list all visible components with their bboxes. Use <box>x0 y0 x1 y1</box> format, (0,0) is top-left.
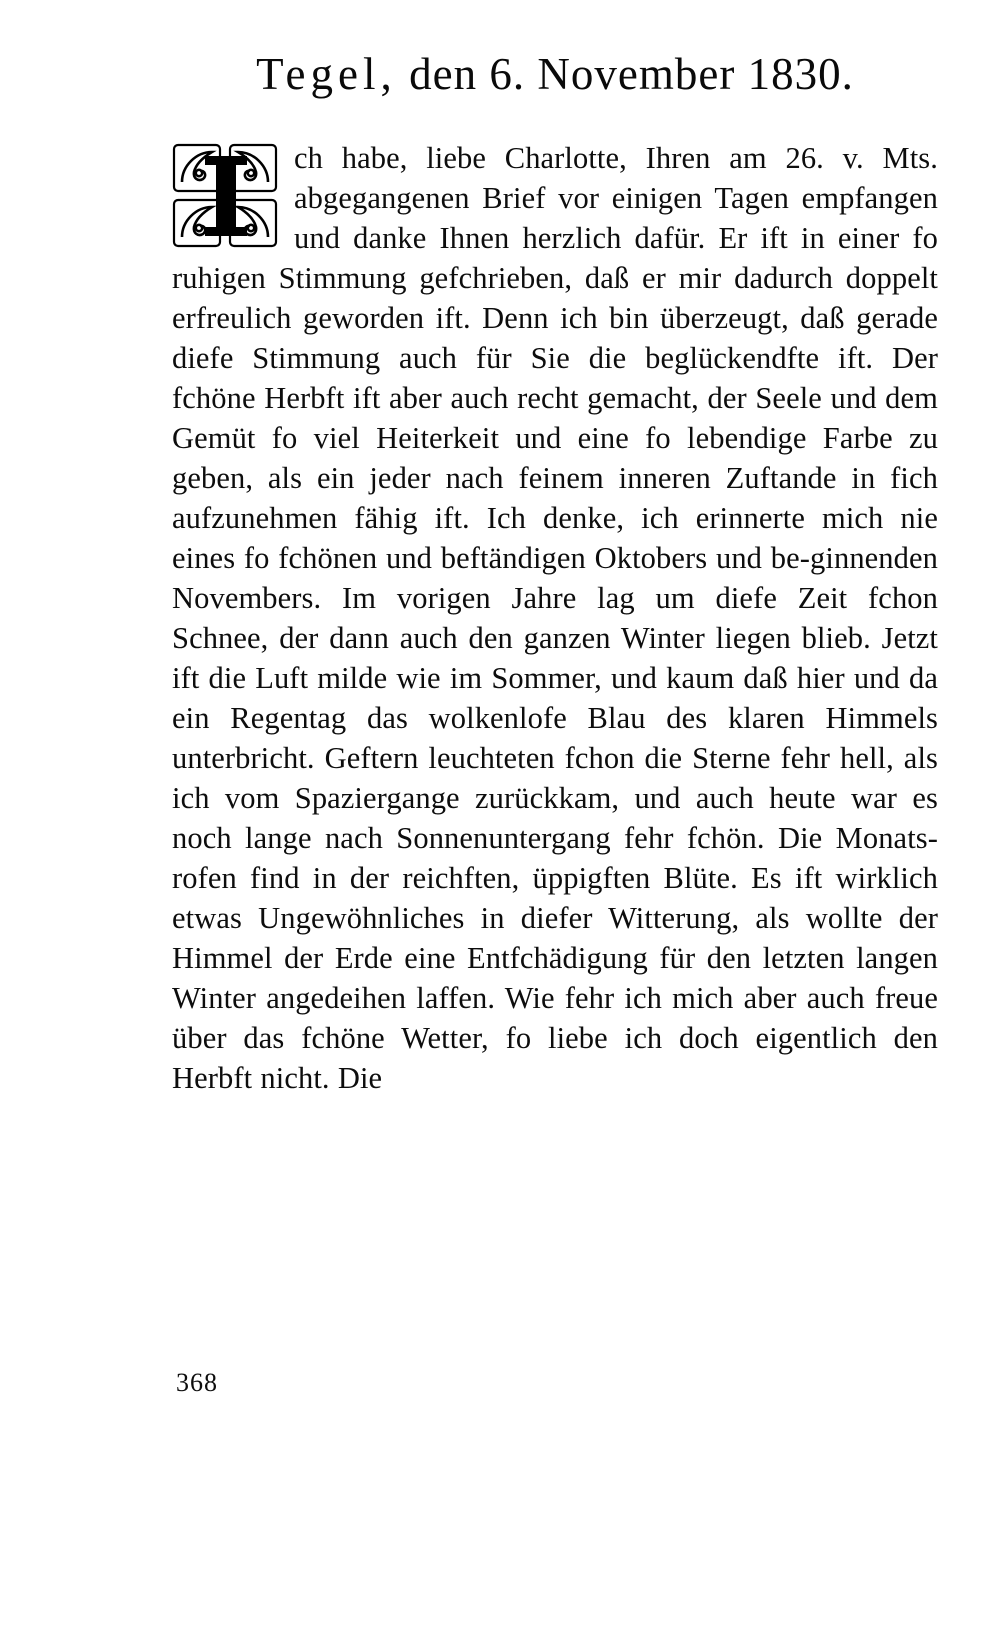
body-paragraph: ch habe, liebe Charlotte, Ihren am 26. v. Mts. abgegangenen Brief vor einigen Tagen empfangen und danke Ihnen herzlich dafür. Er ift in einer fo ruhigen Stimmung gefchrieben, daß er mir dadurch doppelt erfreulich geworden ift. Denn ich bin überzeugt, daß gerade diefe Stimmung auch für Sie die beglückendfte ift. Der fchöne Herbft ift aber auch recht gemacht, der Seele und dem Gemüt fo viel Heiterkeit und eine fo lebendige Farbe zu geben, als ein jeder nach feinem inneren Zuftande in fich aufzunehmen fähig ift. Ich denke, ich erinnerte mich nie eines fo fchönen und beftändigen Oktobers und be-ginnenden Novembers. Im vorigen Jahre lag um diefe Zeit fchon Schnee, der dann auch den ganzen Winter liegen blieb. Jetzt ift die Luft milde wie im Sommer, und kaum daß hier und da ein Regentag das wolkenlofe Blau des klaren Himmels unterbricht. Geftern leuchteten fchon die Sterne fehr hell, als ich vom Spaziergange zurückkam, und auch heute war es noch lange nach Sonnenuntergang fehr fchön. Die Monats-rofen find in der reichften, üppigften Blüte. Es ift wirklich etwas Ungewöhnliches in diefer Witterung, als wollte der Himmel der Erde eine Entfchädigung für den letzten langen Winter angedeihen laffen. Wie fehr ich mich aber auch freue über das fchöne Wetter, fo liebe ich doch eigentlich den Herbft nicht. Die <box>172 141 938 1095</box>
page-title-place: Tegel, <box>256 49 397 99</box>
page-title <box>170 50 940 100</box>
page-title-date: den 6. November 1830. <box>409 49 854 99</box>
body-block <box>172 138 938 1098</box>
decorated-initial-letter-I-icon <box>172 142 288 258</box>
page-number: 368 <box>176 1368 218 1397</box>
